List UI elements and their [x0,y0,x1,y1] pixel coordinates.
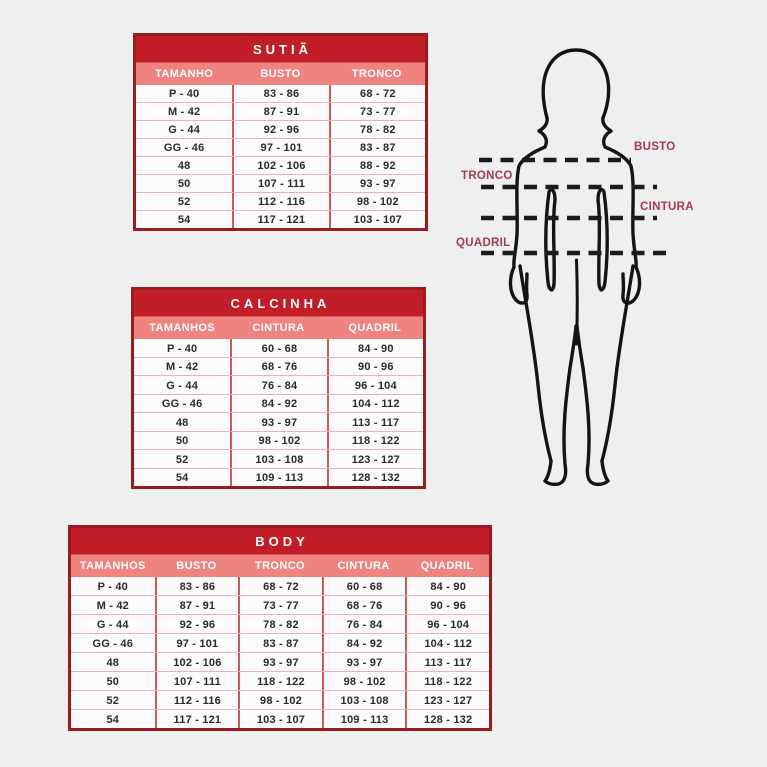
table-cell: 123 - 127 [327,450,423,468]
table-cell: 60 - 68 [230,339,326,357]
table-cell: 78 - 82 [329,121,425,138]
table-cell: 128 - 132 [327,469,423,487]
table-cell: 54 [175,472,189,484]
quadril-label: QUADRIL [456,237,511,249]
table-cell: P - 40 [97,581,128,593]
table-cell: 97 - 101 [232,139,328,156]
table-row [136,102,425,120]
table-row [136,120,425,138]
table-cell: 92 - 96 [155,615,239,633]
calcinha-table [131,287,426,489]
table-row [71,577,489,595]
column-header-quadril: QUADRIL [420,560,474,572]
table-cell: 102 - 106 [232,157,328,174]
table-cell: M - 42 [167,106,201,118]
table-cell: 84 - 90 [405,577,489,595]
table-cell: P - 40 [166,342,198,355]
table-cell: P - 40 [168,88,200,100]
table-cell: 52 [106,695,120,707]
table-cell: 68 - 76 [322,596,406,614]
table-cell: 48 [175,416,189,429]
body-table-title: BODY [71,528,489,555]
table-cell: 50 [106,676,120,688]
table-cell: 113 - 117 [405,653,489,671]
table-row [136,85,425,102]
column-header-cintura: CINTURA [252,322,305,334]
table-cell: 68 - 72 [238,577,322,595]
table-cell: 109 - 113 [322,710,406,728]
column-header-cintura: CINTURA [337,560,390,572]
table-cell: 112 - 116 [232,193,328,210]
column-header-tamanho: TAMANHO [155,68,214,80]
table-cell: 83 - 87 [238,634,322,652]
table-cell: 90 - 96 [405,596,489,614]
table-row [134,375,423,394]
table-cell: GG - 46 [92,638,134,650]
table-cell: 73 - 77 [238,596,322,614]
table-cell: 107 - 111 [155,672,239,690]
sutia-table-body [136,85,425,228]
female-silhouette-outline [510,50,639,484]
table-cell: 96 - 104 [405,615,489,633]
table-row [136,210,425,228]
table-row [134,394,423,413]
column-header-tamanhos: TAMANHOS [79,560,146,572]
table-cell: 112 - 116 [155,691,239,709]
table-cell: 103 - 108 [230,450,326,468]
table-cell: 93 - 97 [230,413,326,431]
column-header-tronco: TRONCO [351,68,402,80]
column-header-busto: BUSTO [260,68,301,80]
table-cell: 84 - 90 [327,339,423,357]
table-row [134,468,423,487]
calcinha-table-body [134,339,423,486]
table-cell: 50 [175,435,189,447]
table-cell: 98 - 102 [230,432,326,450]
table-cell: 113 - 117 [327,413,423,431]
table-cell: 83 - 87 [329,139,425,156]
table-cell: 48 [177,160,191,172]
table-cell: 118 - 122 [405,672,489,690]
table-row [134,339,423,357]
table-cell: 84 - 92 [322,634,406,652]
table-cell: 93 - 97 [329,175,425,192]
table-cell: 73 - 77 [329,103,425,120]
column-header-tronco: TRONCO [254,560,306,572]
table-row [71,690,489,709]
table-row [71,633,489,652]
table-cell: 98 - 102 [238,691,322,709]
table-row [134,431,423,450]
table-cell: 52 [177,196,191,208]
table-cell: M - 42 [165,361,199,373]
table-row [136,174,425,192]
body-table-header [71,555,489,577]
table-cell: 103 - 108 [322,691,406,709]
table-cell: 54 [106,714,120,726]
table-row [136,138,425,156]
table-row [71,595,489,614]
table-cell: G - 44 [96,619,129,631]
table-cell: 83 - 86 [232,85,328,102]
table-cell: 104 - 112 [405,634,489,652]
body-table-body [71,577,489,728]
table-cell: 107 - 111 [232,175,328,192]
sutia-table-title: SUTIÃ [136,36,425,63]
table-cell: GG - 46 [163,142,205,154]
table-cell: 103 - 107 [329,211,425,228]
busto-label: BUSTO [634,141,676,153]
table-cell: 48 [106,657,120,669]
table-cell: 98 - 102 [322,672,406,690]
table-cell: 87 - 91 [232,103,328,120]
table-cell: 118 - 122 [238,672,322,690]
table-row [136,192,425,210]
table-cell: 90 - 96 [327,358,423,376]
table-row [71,652,489,671]
table-cell: 76 - 84 [230,376,326,394]
calcinha-table-header [134,317,423,339]
table-cell: 88 - 92 [329,157,425,174]
table-cell: M - 42 [96,600,129,612]
cintura-label: CINTURA [640,201,694,213]
table-cell: 96 - 104 [327,376,423,394]
table-cell: 104 - 112 [327,395,423,413]
table-cell: 54 [177,214,191,226]
table-row [134,449,423,468]
table-cell: 60 - 68 [322,577,406,595]
sutia-table [133,33,428,231]
table-cell: 50 [177,178,191,190]
sutia-table-header [136,63,425,85]
female-silhouette-diagram [440,40,740,510]
table-cell: 117 - 121 [155,710,239,728]
table-cell: 83 - 86 [155,577,239,595]
table-row [136,156,425,174]
table-row [134,357,423,376]
table-row [71,614,489,633]
table-cell: 102 - 106 [155,653,239,671]
table-cell: 68 - 72 [329,85,425,102]
table-cell: 92 - 96 [232,121,328,138]
table-cell: GG - 46 [161,398,203,410]
table-row [71,671,489,690]
column-header-quadril: QUADRIL [348,322,402,334]
table-cell: 117 - 121 [232,211,328,228]
table-cell: 97 - 101 [155,634,239,652]
table-cell: 118 - 122 [327,432,423,450]
column-header-tamanhos: TAMANHOS [149,322,216,334]
column-header-busto: BUSTO [176,560,217,572]
table-row [71,709,489,728]
measurement-figure [440,40,740,510]
table-cell: 78 - 82 [238,615,322,633]
calcinha-table-title: CALCINHA [134,290,423,317]
table-cell: 93 - 97 [322,653,406,671]
table-cell: 87 - 91 [155,596,239,614]
table-cell: 84 - 92 [230,395,326,413]
table-cell: G - 44 [166,379,199,392]
table-row [134,412,423,431]
body-table [68,525,492,731]
table-cell: 123 - 127 [405,691,489,709]
table-cell: 93 - 97 [238,653,322,671]
table-cell: 103 - 107 [238,710,322,728]
table-cell: G - 44 [168,124,201,136]
table-cell: 52 [175,453,189,466]
table-cell: 109 - 113 [230,469,326,487]
table-cell: 68 - 76 [230,358,326,376]
table-cell: 76 - 84 [322,615,406,633]
table-cell: 128 - 132 [405,710,489,728]
table-cell: 98 - 102 [329,193,425,210]
tronco-label: TRONCO [461,170,513,182]
